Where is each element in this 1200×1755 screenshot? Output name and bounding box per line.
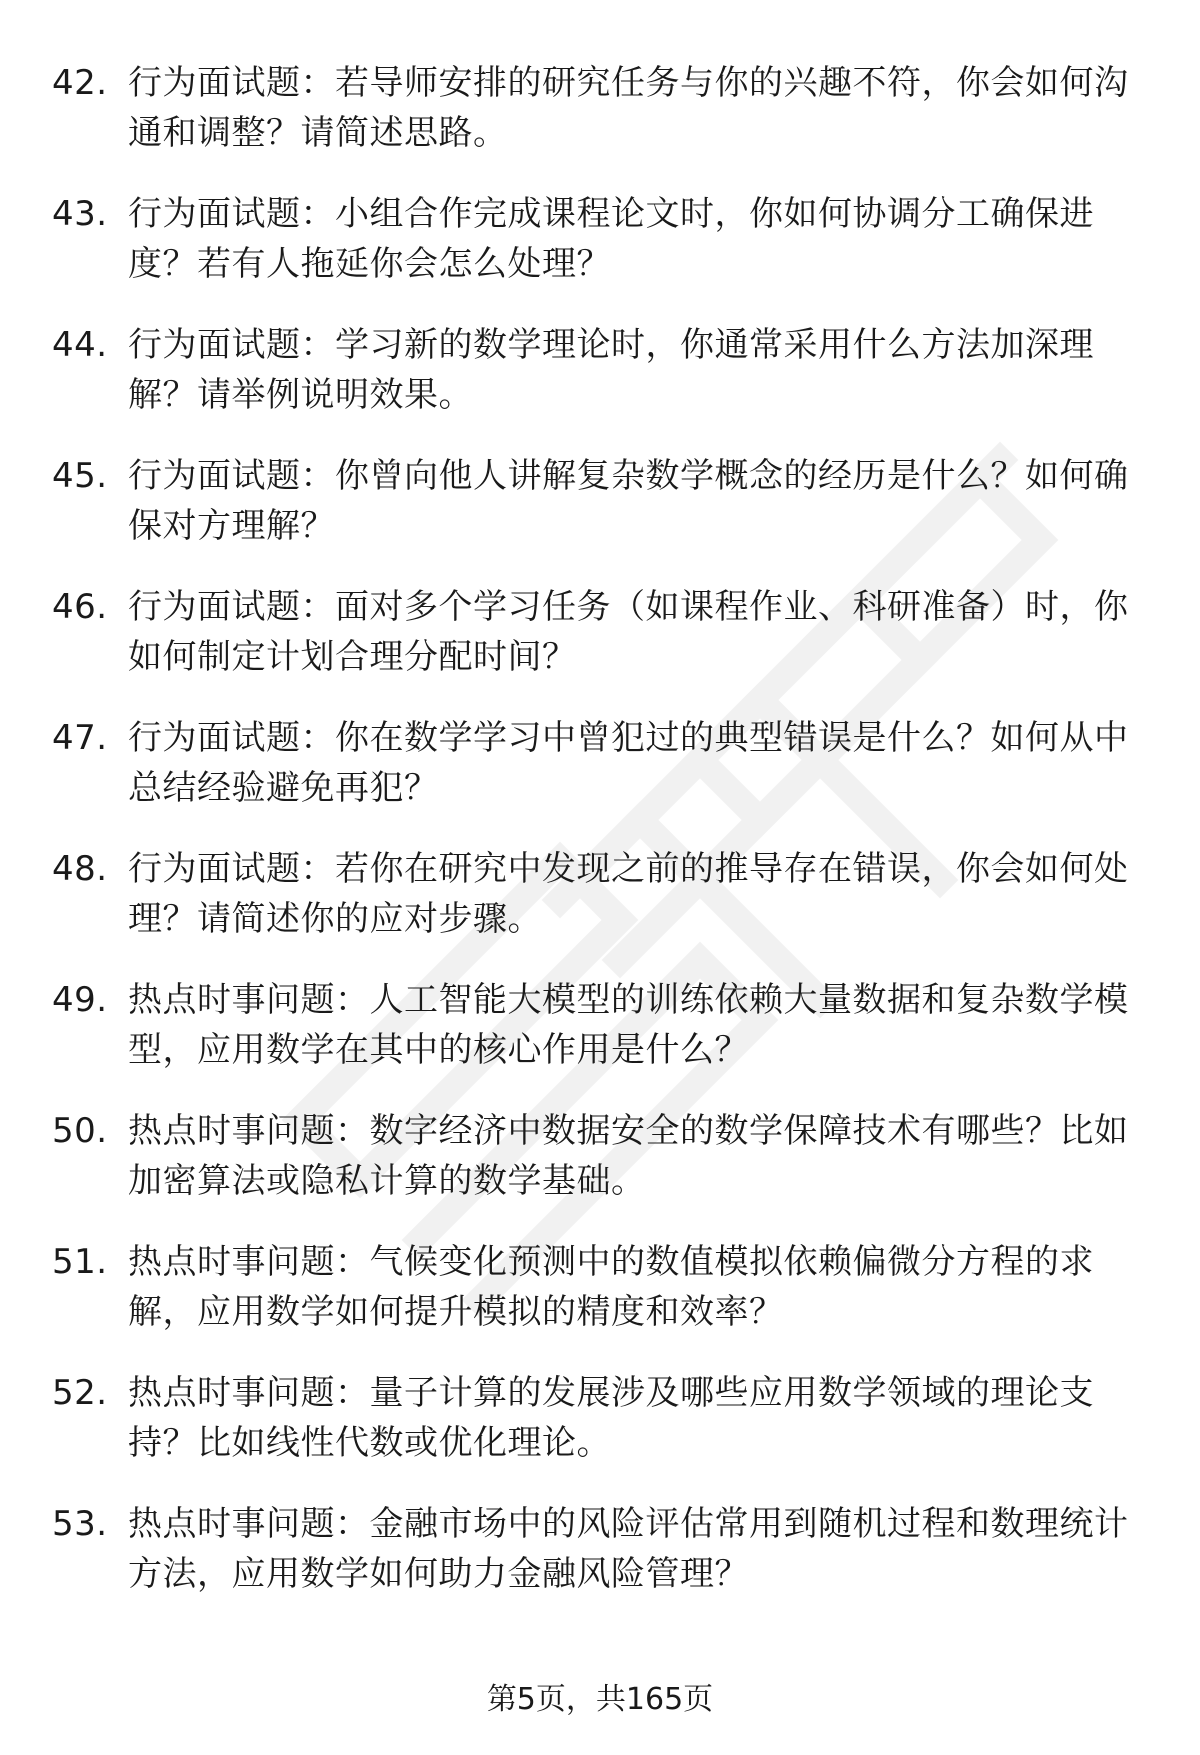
page-footer: 第5页，共165页: [486, 1682, 714, 1717]
question-number: 47.: [52, 718, 108, 758]
question-text: 行为面试题：若导师安排的研究任务与你的兴趣不符，你会如何沟通和调整？请简述思路。: [128, 63, 1129, 153]
question-number: 49.: [52, 980, 108, 1020]
question-number: 48.: [52, 849, 108, 889]
list-item: [52, 320, 1148, 451]
list-item: [52, 451, 1148, 582]
question-text: 行为面试题：面对多个学习任务（如课程作业、科研准备）时，你如何制定计划合理分配时间？: [128, 587, 1129, 677]
question-list: [52, 58, 1148, 1630]
question-text: 热点时事问题：金融市场中的风险评估常用到随机过程和数理统计方法，应用数学如何助力金融风险管理？: [128, 1504, 1129, 1594]
list-item: [52, 844, 1148, 975]
list-item: [52, 58, 1148, 189]
question-text: 行为面试题：你在数学学习中曾犯过的典型错误是什么？如何从中总结经验避免再犯？: [128, 718, 1129, 808]
question-number: 53.: [52, 1504, 108, 1544]
question-number: 51.: [52, 1242, 108, 1282]
question-text: 热点时事问题：数字经济中数据安全的数学保障技术有哪些？比如加密算法或隐私计算的数学基础。: [128, 1111, 1129, 1201]
list-item: [52, 975, 1148, 1106]
question-text: 行为面试题：小组合作完成课程论文时，你如何协调分工确保进度？若有人拖延你会怎么处理？: [128, 194, 1094, 284]
list-item: [52, 1499, 1148, 1630]
question-number: 46.: [52, 587, 108, 627]
question-number: 42.: [52, 63, 108, 103]
list-item: [52, 1368, 1148, 1499]
list-item: [52, 1106, 1148, 1237]
question-number: 44.: [52, 325, 108, 365]
list-item: [52, 1237, 1148, 1368]
list-item: [52, 713, 1148, 844]
question-text: 热点时事问题：人工智能大模型的训练依赖大量数据和复杂数学模型，应用数学在其中的核心作用是什么？: [128, 980, 1129, 1070]
question-text: 热点时事问题：气候变化预测中的数值模拟依赖偏微分方程的求解，应用数学如何提升模拟的精度和效率？: [128, 1242, 1094, 1332]
list-item: [52, 189, 1148, 320]
question-number: 43.: [52, 194, 108, 234]
question-text: 行为面试题：学习新的数学理论时，你通常采用什么方法加深理解？请举例说明效果。: [128, 325, 1094, 415]
question-text: 行为面试题：若你在研究中发现之前的推导存在错误，你会如何处理？请简述你的应对步骤。: [128, 849, 1129, 939]
question-number: 45.: [52, 456, 108, 496]
question-number: 52.: [52, 1373, 108, 1413]
question-text: 热点时事问题：量子计算的发展涉及哪些应用数学领域的理论支持？比如线性代数或优化理论。: [128, 1373, 1094, 1463]
list-item: [52, 582, 1148, 713]
question-text: 行为面试题：你曾向他人讲解复杂数学概念的经历是什么？如何确保对方理解？: [128, 456, 1129, 546]
question-number: 50.: [52, 1111, 108, 1151]
